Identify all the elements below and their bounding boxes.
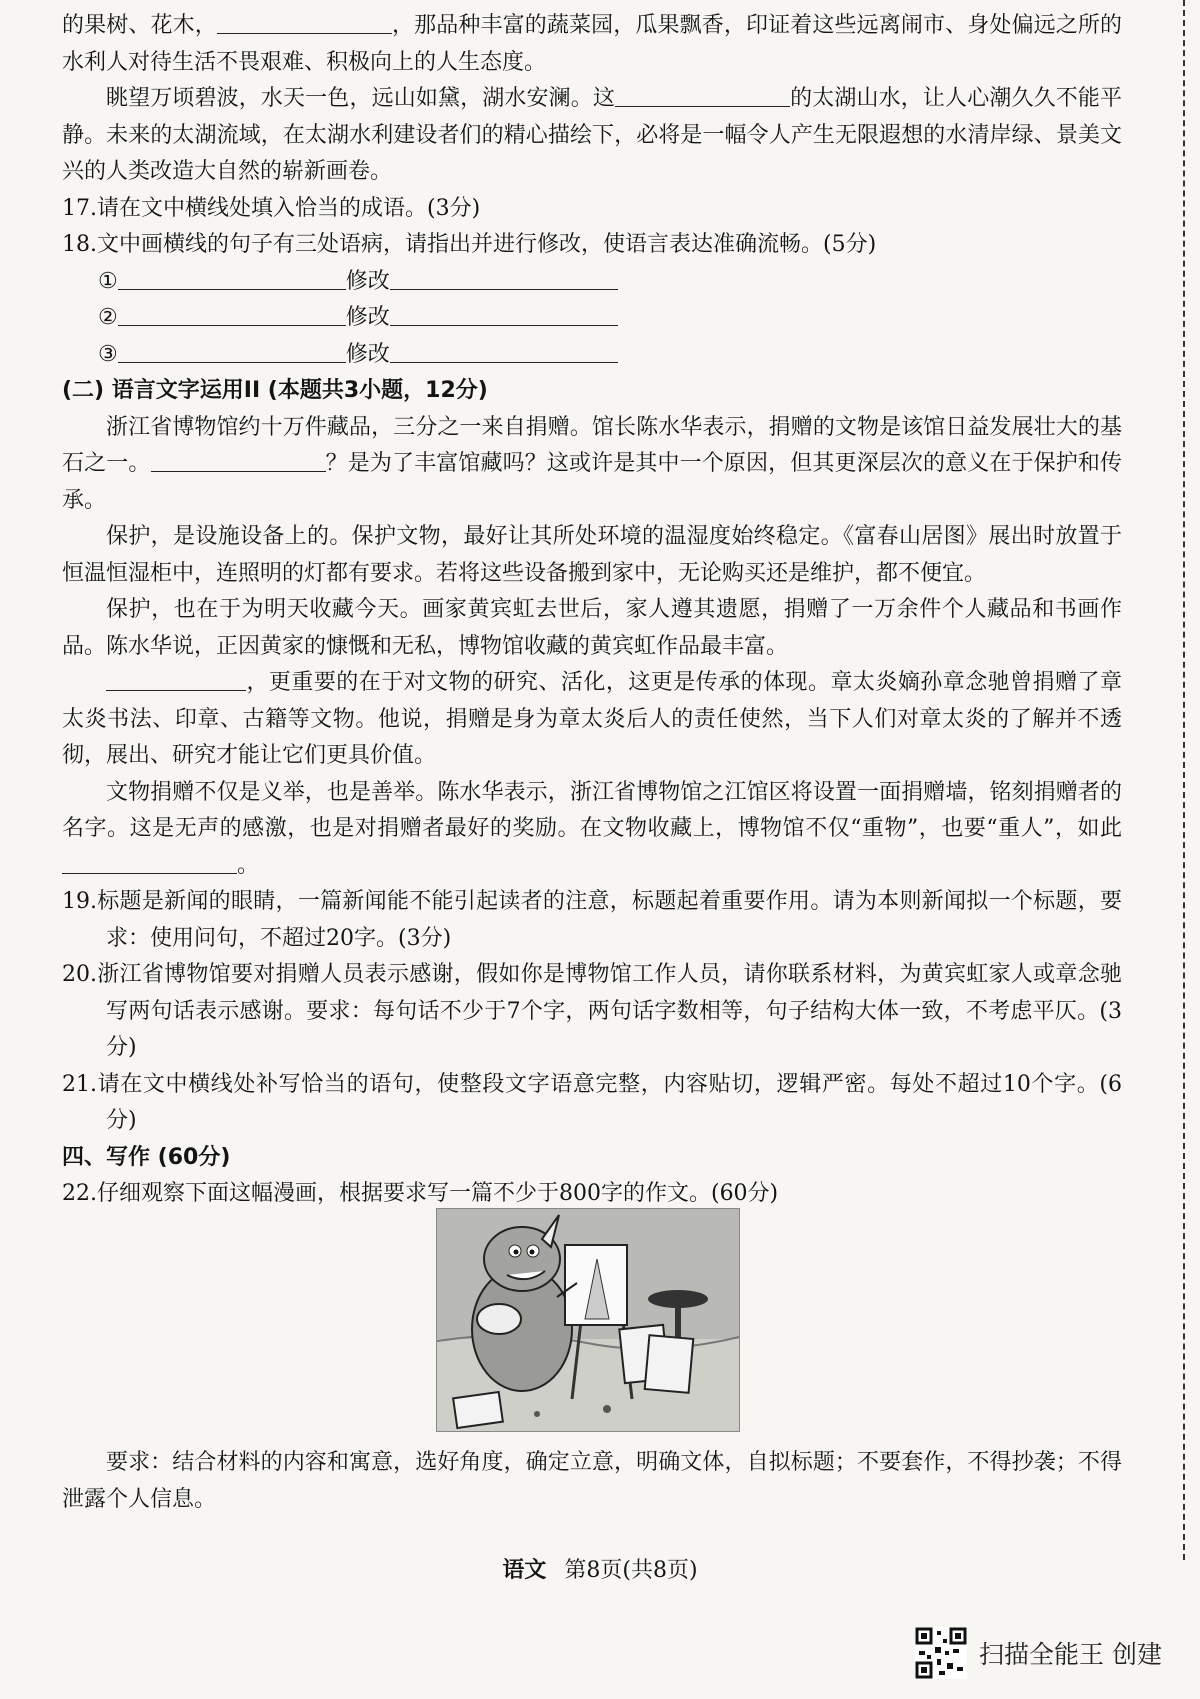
binding-dashed-line <box>1183 0 1185 1560</box>
passage-paragraph-taihu: 眺望万顷碧波，水天一色，远山如黛，湖水安澜。这 的太湖山水，让人心潮久久不能平静。未来的太湖流域，在太湖水利建设者们的精心描绘下，必将是一幅令人产生无限遐想的水清岸绿、景美文兴的人类改造大自然的崭新画卷。 <box>62 86 1122 184</box>
error-blank-2 <box>118 303 346 326</box>
idiom-blank-1 <box>217 11 392 34</box>
error-blank-3 <box>118 340 346 363</box>
fix-row-2: ② 修改 <box>62 300 1122 337</box>
sentence-blank-2 <box>106 668 246 691</box>
sentence-blank-3 <box>62 851 237 874</box>
news-paragraph-3: 保护，也在于为明天收藏今天。画家黄宾虹去世后，家人遵其遗愿，捐赠了一万余件个人藏品和书画作品。陈水华说，正因黄家的慷慨和无私，博物馆收藏的黄宾虹作品最丰富。 <box>62 597 1122 659</box>
question-20: 20.浙江省博物馆要对捐赠人员表示感谢，假如你是博物馆工作人员，请你联系材料，为黄宾虹家人或章念驰写两句话表示感谢。要求：每句话不少于7个字，两句话字数相等，句子结构大体一致，不考虑平仄。(3分) <box>62 962 1122 1060</box>
sentence-blank-1 <box>151 449 326 472</box>
section-4-title: 四、写作 (60分) <box>62 1144 231 1170</box>
question-17: 17.请在文中横线处填入恰当的成语。(3分) <box>62 195 481 221</box>
footer-page-number: 第8页(共8页) <box>564 1558 698 1583</box>
exam-page-content <box>62 8 1122 1213</box>
question-21: 21.请在文中横线处补写恰当的语句，使整段文字语意完整，内容贴切，逻辑严密。每处不超过10个字。(6分) <box>62 1071 1122 1133</box>
passage-paragraph-orchard: 的果树、花木， ，那品种丰富的蔬菜园，瓜果飘香，印证着这些远离闹市、身处偏远之所的水利人对待生活不畏艰难、积极向上的人生态度。 <box>62 13 1122 75</box>
cartoon-illustration <box>437 1209 739 1431</box>
qr-code-icon <box>915 1627 967 1679</box>
fix-blank-1 <box>390 267 618 290</box>
question-19: 19.标题是新闻的眼睛，一篇新闻能不能引起读者的注意，标题起着重要作用。请为本则新闻拟一个标题，要求：使用问句，不超过20字。(3分) <box>62 889 1122 951</box>
fix-row-1: ① 修改 <box>62 264 1122 301</box>
fix-blank-3 <box>390 340 618 363</box>
footer-subject: 语文 <box>502 1558 547 1583</box>
section-2-title: (二) 语言文字运用II (本题共3小题，12分) <box>62 378 488 403</box>
question-22: 22.仔细观察下面这幅漫画，根据要求写一篇不少于800字的作文。(60分) <box>62 1181 779 1206</box>
writing-requirement: 要求：结合材料的内容和寓意，选好角度，确定立意，明确文体，自拟标题；不要套作，不得抄袭；不得泄露个人信息。 <box>62 1450 1122 1512</box>
question-18: 18.文中画横线的句子有三处语病，请指出并进行修改，使语言表达准确流畅。(5分) <box>62 232 877 257</box>
watermark-text: 扫描全能王 创建 <box>979 1640 1162 1669</box>
rhino-painting-cartoon <box>436 1208 740 1432</box>
idiom-blank-2 <box>615 84 790 107</box>
fix-row-3: ③ 修改 <box>62 337 1122 374</box>
news-paragraph-1: 浙江省博物馆约十万件藏品，三分之一来自捐赠。馆长陈水华表示，捐赠的文物是该馆日益发展壮大的基石之一。 ？是为了丰富馆藏吗？这或许是其中一个原因，但其更深层次的意义在于保护和传承。 <box>62 414 1122 513</box>
error-blank-1 <box>118 267 346 290</box>
news-paragraph-5: 文物捐赠不仅是义举，也是善举。陈水华表示，浙江省博物馆之江馆区将设置一面捐赠墙，铭刻捐赠者的名字。这是无声的感激，也是对捐赠者最好的奖励。在文物收藏上，博物馆不仅“重物”，也要“重人”，如此。 <box>62 779 1122 878</box>
page-footer <box>0 1553 1200 1584</box>
news-paragraph-2: 保护，是设施设备上的。保护文物，最好让其所处环境的温湿度始终稳定。《富春山居图》展出时放置于恒温恒湿柜中，连照明的灯都有要求。若将这些设备搬到家中，无论购买还是维护，都不便宜。 <box>62 524 1122 586</box>
fix-blank-2 <box>390 303 618 326</box>
scanner-watermark <box>915 1625 1162 1681</box>
news-paragraph-4: ，更重要的在于对文物的研究、活化，这更是传承的体现。章太炎嫡孙章念驰曾捐赠了章太炎书法、印章、古籍等文物。他说，捐赠是身为章太炎后人的责任使然，当下人们对章太炎的了解并不透彻，展出、研究才能让它们更具价值。 <box>62 670 1122 768</box>
